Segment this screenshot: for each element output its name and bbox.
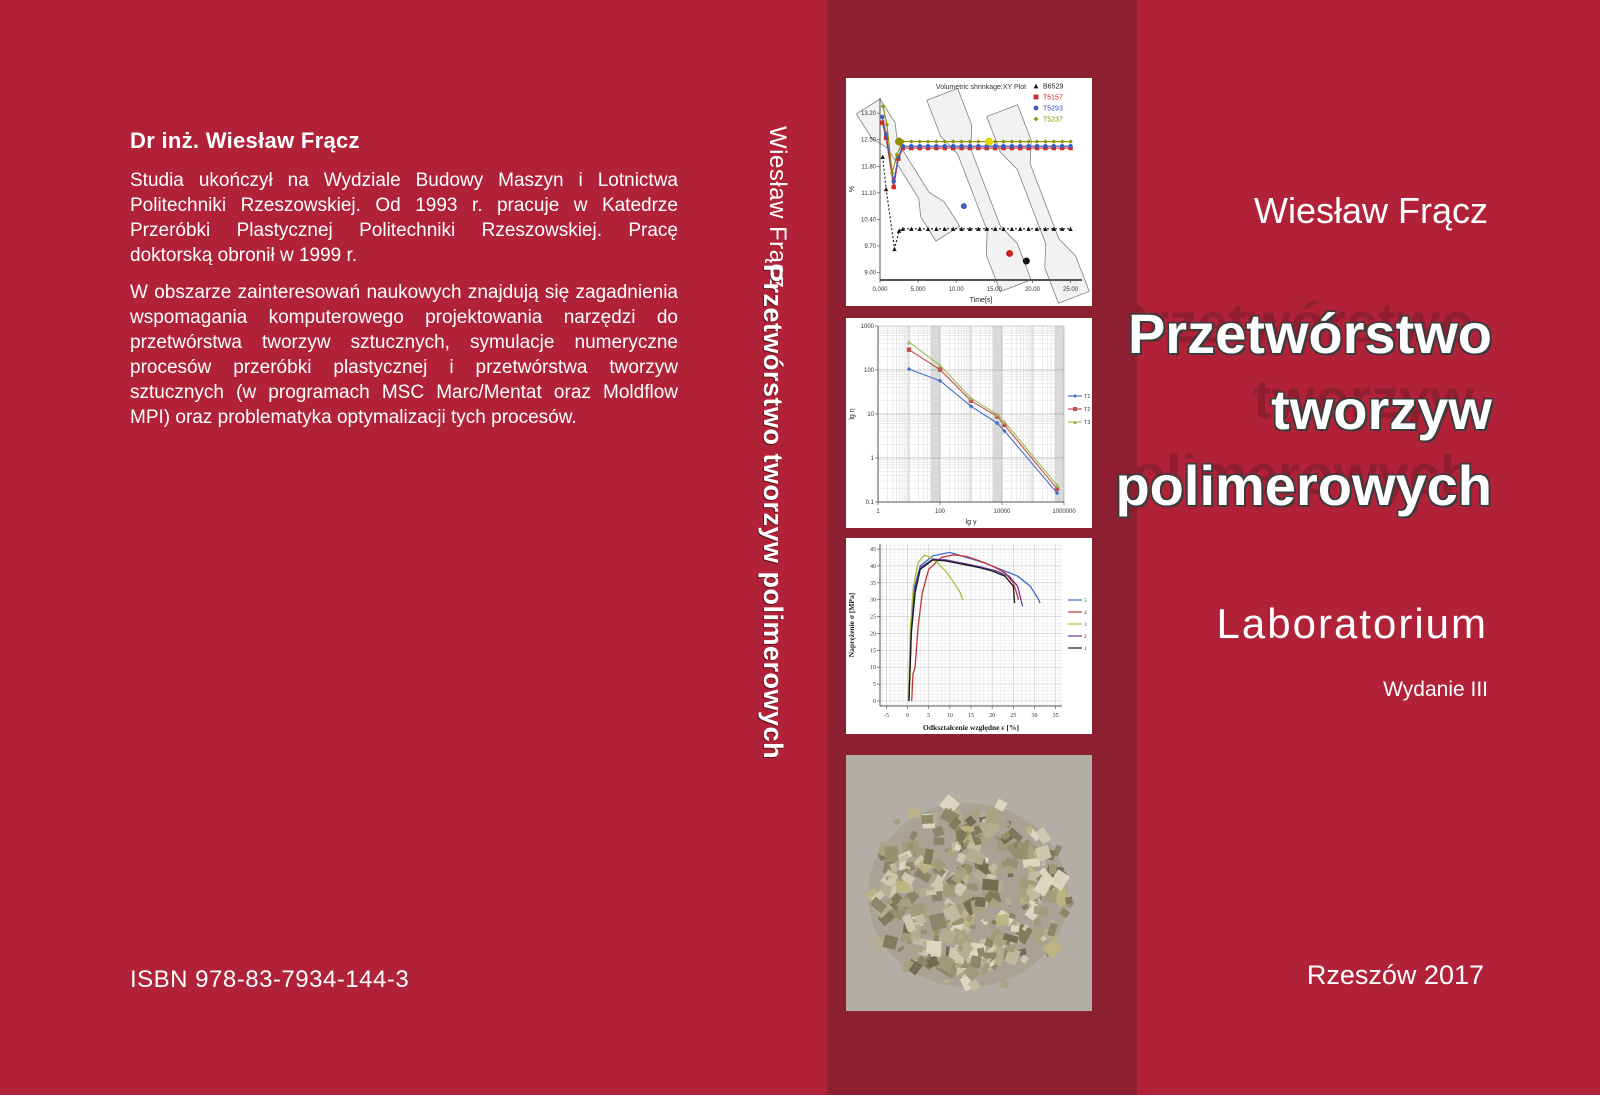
svg-text:45: 45 (870, 547, 876, 554)
polymer-regrind-photo (846, 755, 1092, 1011)
svg-text:20: 20 (870, 631, 876, 638)
svg-text:5: 5 (1084, 598, 1087, 604)
svg-text:9.70: 9.70 (864, 243, 876, 250)
svg-text:12.50: 12.50 (860, 137, 876, 144)
front-cover-title (1115, 296, 1492, 524)
svg-text:T5293: T5293 (1043, 105, 1063, 113)
svg-text:%: % (849, 185, 856, 193)
svg-text:25.00: 25.00 (1063, 287, 1079, 293)
svg-text:2: 2 (1084, 634, 1087, 640)
svg-text:1000: 1000 (860, 324, 874, 330)
svg-text:1: 1 (1084, 646, 1087, 652)
svg-text:5: 5 (927, 713, 931, 719)
svg-text:Volumetric shrinkage:XY Plot: Volumetric shrinkage:XY Plot (935, 84, 1027, 91)
svg-text:-5: -5 (883, 713, 889, 719)
svg-text:25: 25 (870, 614, 876, 621)
front-cover-imprint: Rzeszów 2017 (1306, 960, 1484, 990)
svg-text:10: 10 (867, 412, 874, 418)
svg-text:11.10: 11.10 (861, 190, 876, 197)
svg-text:35: 35 (1052, 713, 1059, 719)
svg-text:0: 0 (906, 713, 910, 719)
back-cover-text-block (130, 128, 678, 430)
svg-text:0: 0 (873, 698, 876, 705)
svg-text:100: 100 (863, 368, 874, 374)
svg-text:11.80: 11.80 (861, 164, 876, 171)
svg-text:0.000: 0.000 (872, 287, 888, 293)
svg-text:1000000: 1000000 (1052, 509, 1076, 515)
svg-text:T3: T3 (1084, 420, 1091, 426)
back-cover-bio-paragraph: W obszarze zainteresowań naukowych znajdują się zagadnienia wspomagania komputerowego projektowania narzędzi do przetwórstwa tworzyw sztucznych, symulacje numeryczne procesów przeróbki plastycznej i przetwórstwa tworzyw sztucznych (w programach MSC Marc/Mentat oraz Moldflow MPI) oraz problematyka optymalizacji tych procesów. (130, 282, 678, 428)
svg-text:T2: T2 (1084, 407, 1091, 413)
title-line: polimerowych (1115, 454, 1492, 517)
svg-text:30: 30 (1031, 713, 1038, 719)
svg-text:4: 4 (1084, 610, 1087, 616)
svg-text:0.1: 0.1 (865, 500, 874, 506)
svg-text:15: 15 (968, 713, 974, 719)
svg-text:30: 30 (870, 597, 876, 604)
svg-text:10: 10 (870, 665, 876, 672)
svg-text:3: 3 (1084, 622, 1087, 628)
svg-text:lg η: lg η (849, 408, 856, 420)
svg-text:1: 1 (876, 509, 880, 515)
svg-text:13.20: 13.20 (860, 111, 876, 118)
svg-text:Naprężenie σ [MPa]: Naprężenie σ [MPa] (847, 592, 856, 658)
svg-text:Time[s]: Time[s] (969, 297, 993, 304)
svg-text:10000: 10000 (993, 509, 1011, 515)
svg-text:9.00: 9.00 (864, 270, 876, 277)
svg-text:20: 20 (989, 713, 996, 719)
svg-text:40: 40 (870, 563, 876, 570)
spine-title: Przetwórstwo tworzyw polimerowych (758, 264, 788, 760)
svg-text:10.00: 10.00 (948, 287, 964, 293)
viscosity-curves-chart-image (846, 318, 1092, 528)
svg-text:T5237: T5237 (1043, 116, 1063, 124)
svg-text:15: 15 (870, 648, 876, 655)
svg-text:15.00: 15.00 (986, 287, 1002, 293)
svg-text:10: 10 (946, 713, 953, 719)
svg-text:5.000: 5.000 (910, 287, 926, 293)
title-line: tworzyw (1271, 378, 1492, 441)
svg-text:1: 1 (870, 456, 874, 462)
stress-strain-chart-image (846, 538, 1092, 734)
volumetric-shrinkage-chart-image (846, 78, 1092, 306)
svg-text:T5157: T5157 (1043, 94, 1063, 102)
svg-text:20.00: 20.00 (1024, 287, 1040, 293)
bottom-white-strip (0, 1095, 1600, 1117)
front-cover-subtitle: Laboratorium (1216, 600, 1488, 647)
svg-text:Odkształcenie względne ε [%]: Odkształcenie względne ε [%] (923, 723, 1019, 732)
spine-author: Wiesław Frącz (764, 126, 791, 289)
svg-text:5: 5 (873, 682, 876, 689)
isbn-number: ISBN 978-83-7934-144-3 (130, 966, 410, 993)
back-cover-bio-paragraph: Studia ukończył na Wydziale Budowy Maszyn i Lotnictwa Politechniki Rzeszowskiej. Od 1993 r. pracuje w Katedrze Przeróbki Plastycznej Politechniki Rzeszowskiej. Pracę doktorską obronił w 1999 r. (130, 170, 678, 266)
svg-text:10.40: 10.40 (860, 217, 876, 224)
svg-text:lg γ: lg γ (965, 519, 977, 526)
svg-text:T1: T1 (1084, 394, 1091, 400)
title-line: Przetwórstwo (1127, 302, 1492, 365)
back-cover-author-heading: Dr inż. Wiesław Frącz (130, 128, 360, 153)
svg-text:25: 25 (1010, 713, 1017, 719)
front-cover-author: Wiesław Frącz (1253, 190, 1488, 231)
svg-text:100: 100 (934, 509, 946, 515)
svg-text:35: 35 (870, 580, 876, 587)
front-cover-edition: Wydanie III (1383, 678, 1488, 701)
svg-text:B6529: B6529 (1043, 83, 1064, 91)
